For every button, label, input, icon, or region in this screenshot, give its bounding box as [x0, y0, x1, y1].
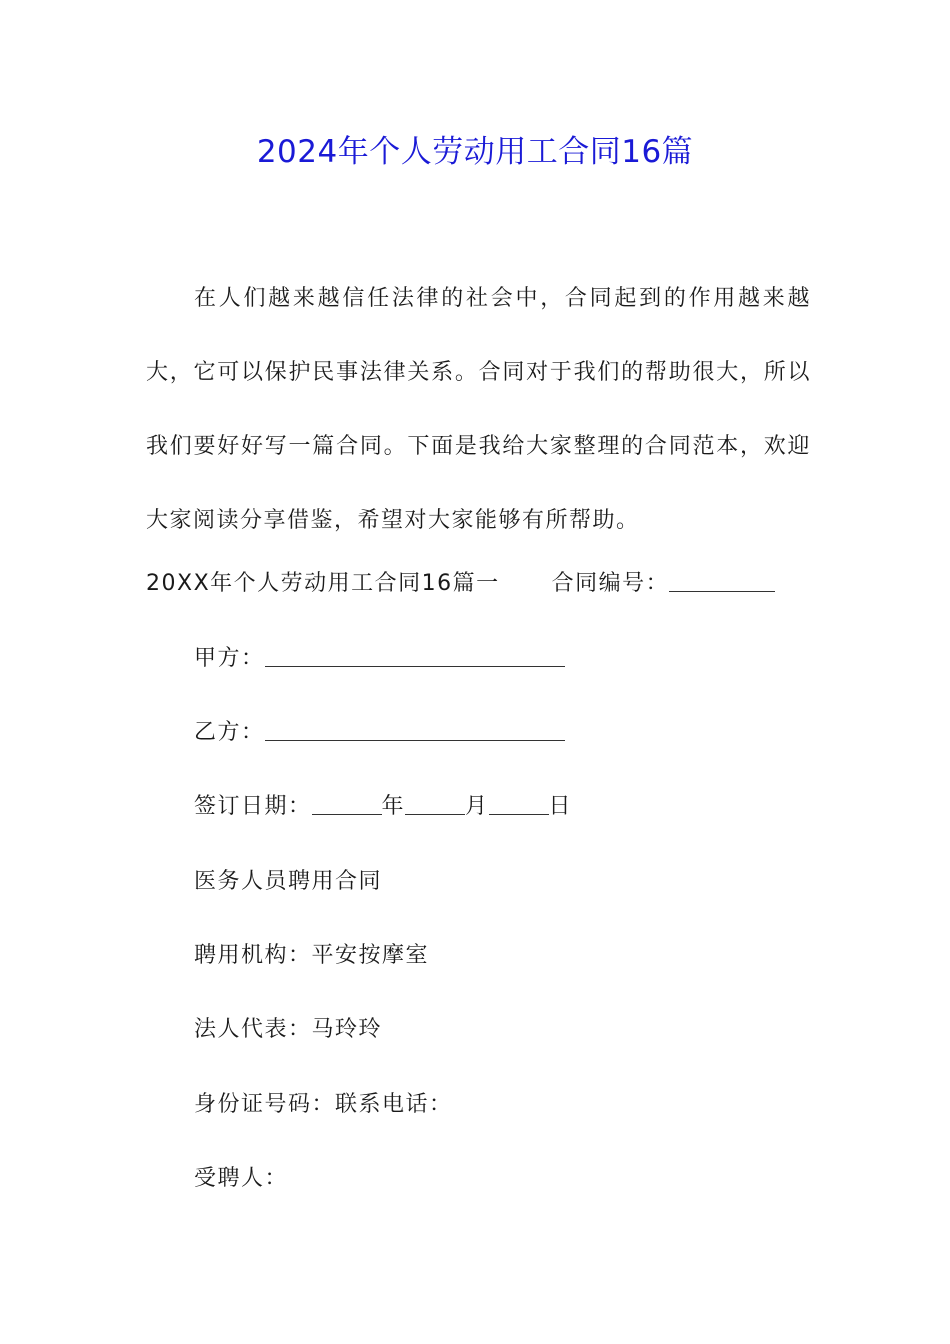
sign-date-label: 签订日期： [194, 794, 312, 819]
year-label: 年 [381, 794, 406, 819]
party-b-blank [265, 718, 565, 741]
section-heading: 20XX年个人劳动用工合同16篇一 [146, 571, 500, 596]
sign-date-row [194, 789, 572, 825]
party-a-row [194, 641, 565, 677]
year-blank [312, 792, 382, 815]
party-b-label: 乙方： [194, 720, 265, 745]
contract-number-label: 合同编号： [551, 571, 670, 596]
party-a-label: 甲方： [194, 646, 265, 671]
employee-line: 受聘人： [194, 1166, 289, 1191]
party-a-blank [265, 644, 565, 667]
id-phone-line: 身份证号码：联系电话： [194, 1092, 453, 1117]
legal-rep-line: 法人代表：马玲玲 [194, 1017, 383, 1042]
section-heading-row [146, 566, 775, 602]
contract-name: 医务人员聘用合同 [194, 869, 383, 894]
month-blank [405, 792, 465, 815]
month-label: 月 [465, 794, 489, 819]
day-label: 日 [548, 794, 573, 819]
intro-paragraph: 在人们越来越信任法律的社会中，合同起到的作用越来越大，它可以保护民事法律关系。合同对于我们的帮助很大，所以我们要好好写一篇合同。下面是我给大家整理的合同范本，欢迎大家阅读分享借鉴，希望对大家能够有所帮助。 [146, 286, 811, 533]
contract-number-blank [669, 569, 775, 592]
document-title: 2024年个人劳动用工合同16篇 [256, 134, 694, 170]
party-b-row [194, 715, 565, 751]
day-blank [489, 792, 549, 815]
employer-line: 聘用机构：平安按摩室 [194, 943, 430, 968]
